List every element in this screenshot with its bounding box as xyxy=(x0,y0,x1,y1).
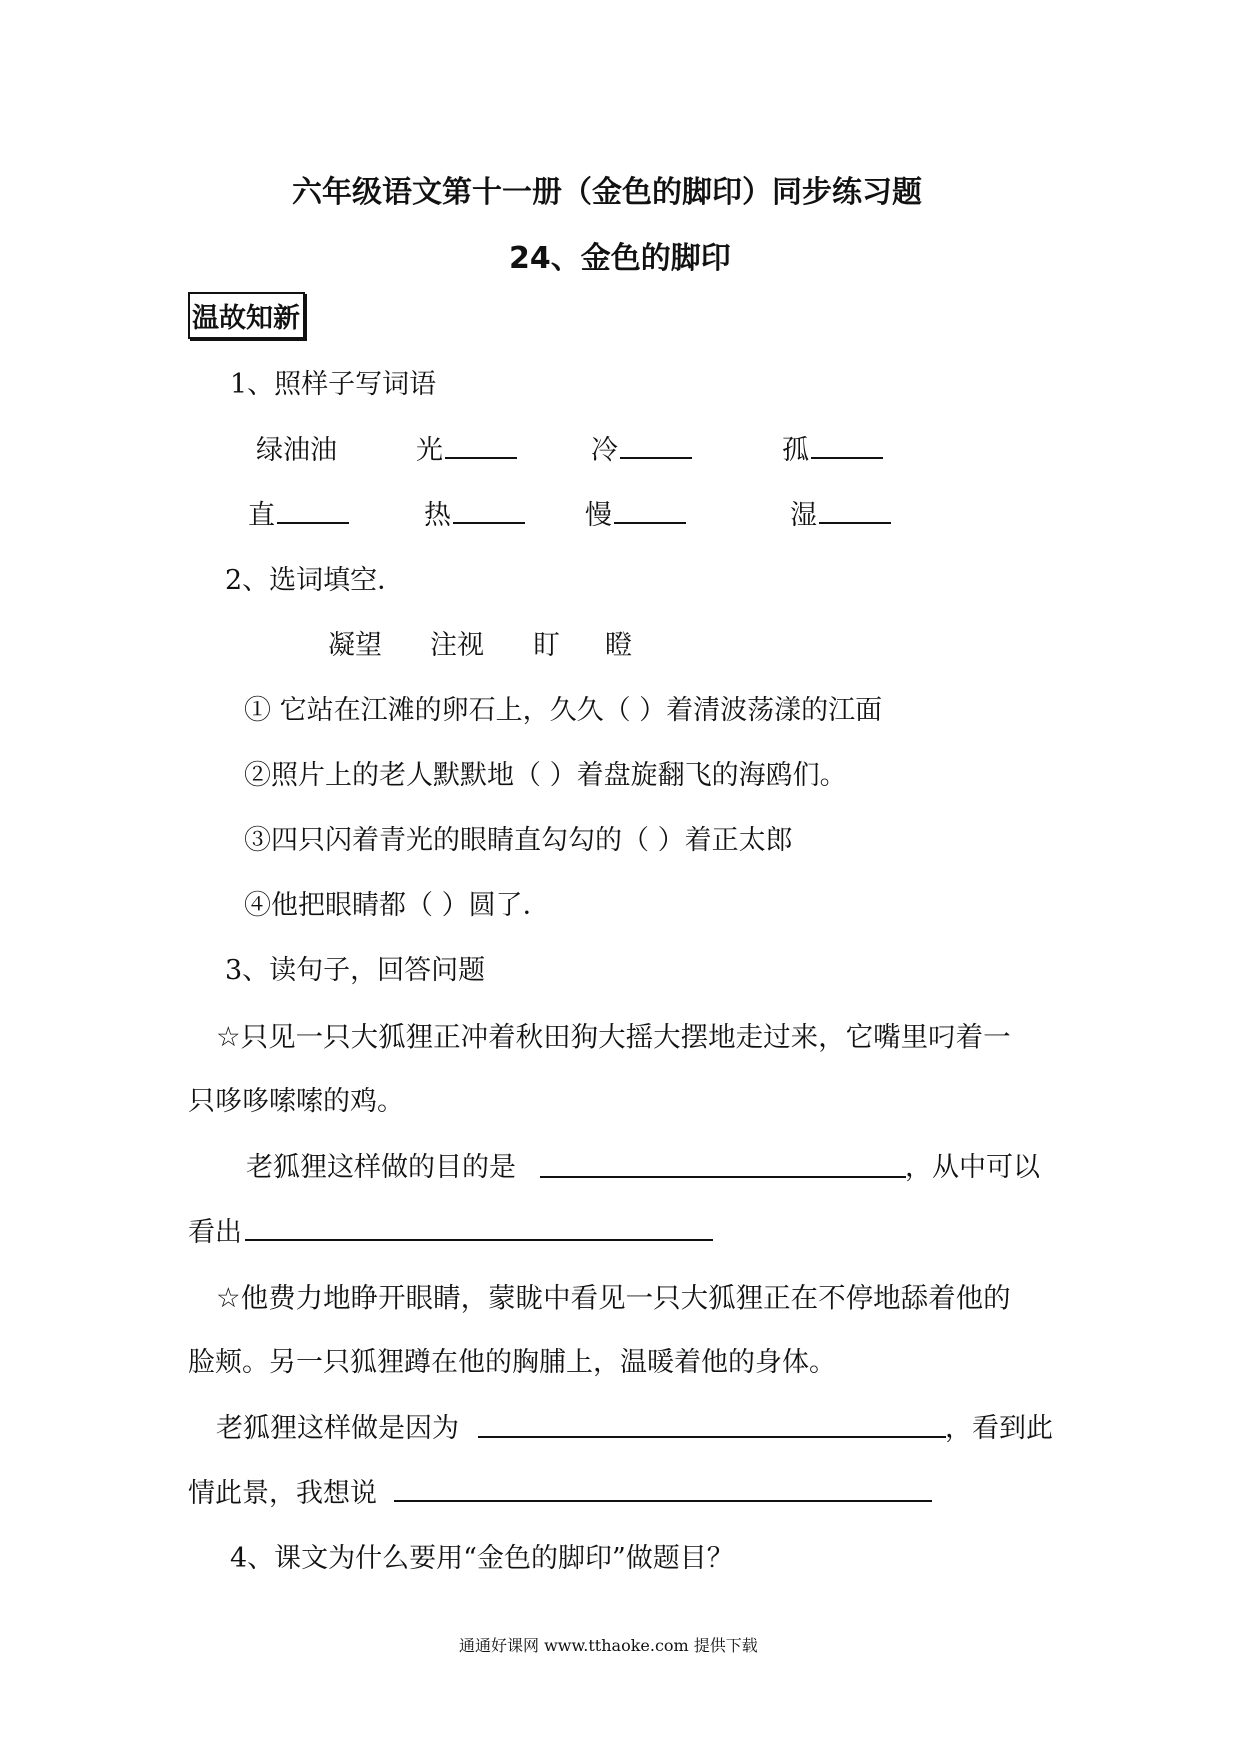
document-title: 六年级语文第十一册（金色的脚印）同步练习题 xyxy=(292,175,922,210)
q1-blank[interactable] xyxy=(614,521,686,524)
q3-answer-a-line2[interactable] xyxy=(245,1239,713,1241)
q1-item-guang xyxy=(416,428,517,467)
q1-blank[interactable] xyxy=(819,521,891,524)
q3-question-b-start: 老狐狸这样做是因为 xyxy=(216,1413,459,1444)
q3-answer-b-line1[interactable] xyxy=(478,1436,946,1438)
q1-item-gu xyxy=(782,428,883,467)
q3-question-a-start: 老狐狸这样做的目的是 xyxy=(246,1152,516,1183)
q2-option: 瞪 xyxy=(605,630,632,661)
q1-char: 冷 xyxy=(591,435,618,466)
q2-option: 盯 xyxy=(533,630,560,661)
page-footer: 通通好课网 www.tthaoke.com 提供下载 xyxy=(459,1636,758,1655)
section-label-box: 温故知新 xyxy=(188,292,305,339)
q2-item-1: ① 它站在江滩的卵石上，久久（ ）着清波荡漾的江面 xyxy=(244,695,883,726)
q1-item-zhi xyxy=(248,493,349,532)
q3-passage2-line1: ☆他费力地睁开眼睛，蒙眬中看见一只大狐狸正在不停地舔着他的 xyxy=(216,1282,1011,1314)
q2-prompt: 2、选词填空． xyxy=(225,565,405,596)
q1-prompt: 1、照样子写词语 xyxy=(230,369,437,400)
q1-char: 孤 xyxy=(782,435,809,466)
q3-passage1-line1: ☆只见一只大狐狸正冲着秋田狗大摇大摆地走过来，它嘴里叼着一 xyxy=(216,1021,1011,1053)
q3-answer-b-line2[interactable] xyxy=(394,1500,932,1502)
q2-option: 注视 xyxy=(430,630,484,661)
q1-blank[interactable] xyxy=(811,456,883,459)
q2-item-3: ③四只闪着青光的眼睛直勾勾的（ ）着正太郎 xyxy=(244,825,793,856)
q1-char: 湿 xyxy=(790,500,817,531)
q3-answer-a-line1[interactable] xyxy=(540,1176,906,1178)
q2-item-4: ④他把眼睛都（ ）圆了． xyxy=(244,890,550,921)
q3-passage2-line2: 脸颊。另一只狐狸蹲在他的胸脯上，温暖着他的身体。 xyxy=(188,1347,836,1378)
q1-example-word: 绿油油 xyxy=(256,435,337,466)
q2-item-2: ②照片上的老人默默地（ ）着盘旋翻飞的海鸥们。 xyxy=(244,760,847,791)
q1-item-re xyxy=(424,493,525,532)
q1-blank[interactable] xyxy=(277,521,349,524)
q1-char: 光 xyxy=(416,435,443,466)
q1-blank[interactable] xyxy=(453,521,525,524)
q1-char: 热 xyxy=(424,500,451,531)
q1-char: 慢 xyxy=(585,500,612,531)
q1-blank[interactable] xyxy=(620,456,692,459)
q4-prompt: 4、课文为什么要用“金色的脚印”做题目？ xyxy=(230,1543,734,1574)
q3-passage1-line2: 只哆哆嗦嗦的鸡。 xyxy=(188,1086,404,1117)
q3-question-b-end: ，看到此 xyxy=(945,1413,1053,1444)
q3-question-b-line2: 情此景，我想说 xyxy=(188,1478,377,1509)
q1-item-shi xyxy=(790,493,891,532)
lesson-title: 24、金色的脚印 xyxy=(509,241,731,276)
q1-item-leng xyxy=(591,428,692,467)
q3-question-a-end: ，从中可以 xyxy=(905,1152,1040,1183)
q3-question-a-line2: 看出 xyxy=(188,1217,242,1248)
q2-option: 凝望 xyxy=(328,630,382,661)
q1-char: 直 xyxy=(248,500,275,531)
q1-item-man xyxy=(585,493,686,532)
q3-prompt: 3、读句子，回答问题 xyxy=(225,955,486,986)
q1-blank[interactable] xyxy=(445,456,517,459)
